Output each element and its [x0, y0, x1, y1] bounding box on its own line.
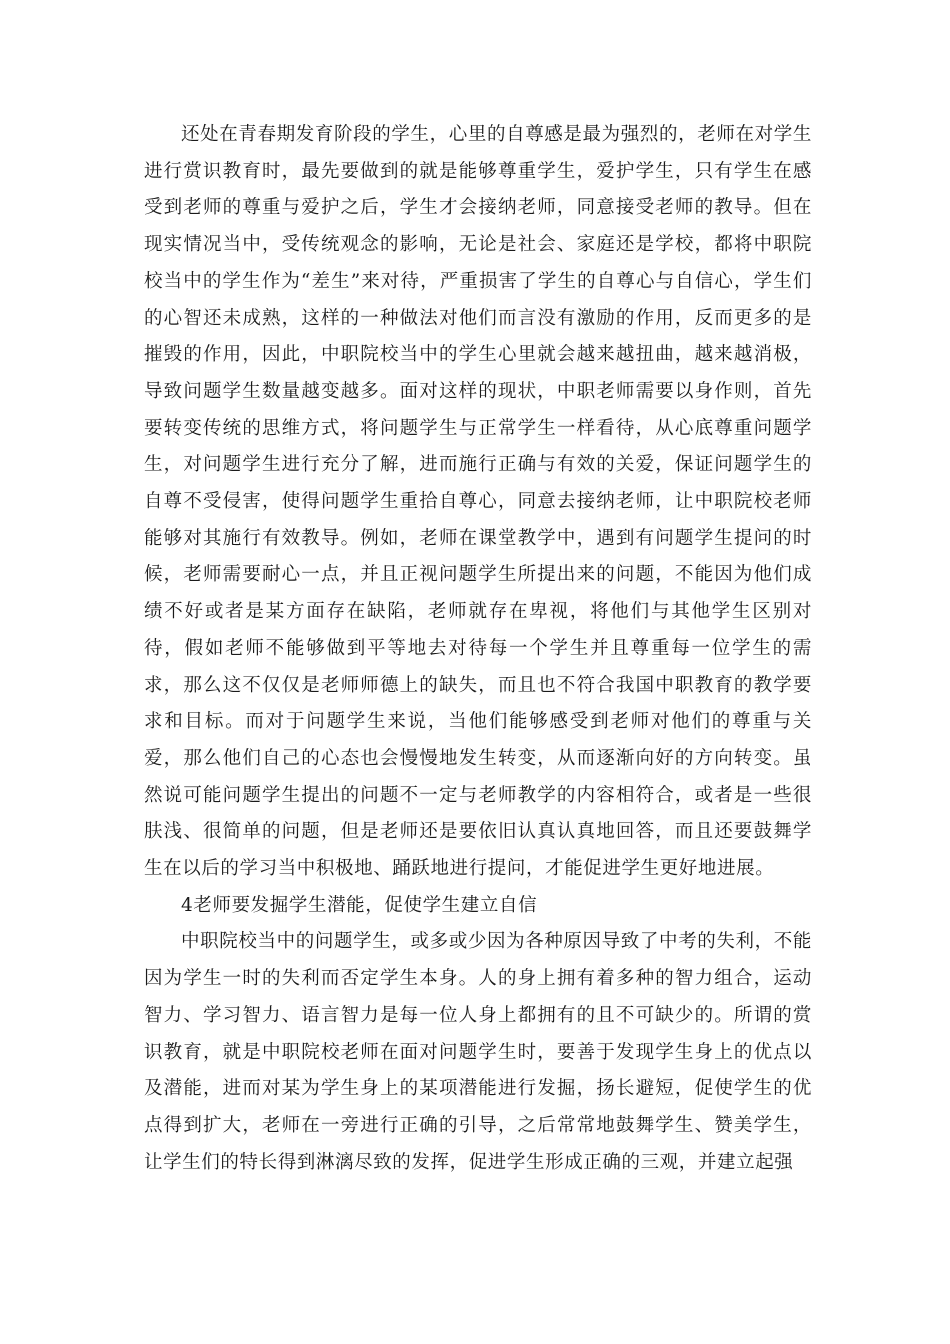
document-body	[144, 117, 812, 1181]
body-paragraph-potential: 中职院校当中的问题学生，或多或少因为各种原因导致了中考的失利，不能因为学生一时的失利而否定学生本身。人的身上拥有着多种的智力组合，运动智力、学习智力、语言智力是每一位人身上都拥有的且不可缺少的。所谓的赏识教育，就是中职院校老师在面对问题学生时，要善于发现学生身上的优点以及潜能，进而对某为学生身上的某项潜能进行发掘，扬长避短，促使学生的优点得到扩大，老师在一旁进行正确的引导，之后常常地鼓舞学生、赞美学生，让学生们的特长得到淋漓尽致的发挥，促进学生形成正确的三观，并建立起强	[144, 931, 812, 1173]
body-paragraph-respect: 还处在青春期发育阶段的学生，心里的自尊感是最为强烈的，老师在对学生进行赏识教育时，最先要做到的就是能够尊重学生，爱护学生，只有学生在感受到老师的尊重与爱护之后，学生才会接纳老师，同意接受老师的教导。但在现实情况当中，受传统观念的影响，无论是社会、家庭还是学校，都将中职院校当中的学生作为“差生”来对待，严重损害了学生的自尊心与自信心，学生们的心智还未成熟，这样的一种做法对他们而言没有激励的作用，反而更多的是摧毁的作用，因此，中职院校当中的学生心里就会越来越扭曲，越来越消极，导致问题学生数量越变越多。面对这样的现状，中职老师需要以身作则，首先要转变传统的思维方式，将问题学生与正常学生一样看待，从心底尊重问题学生，对问题学生进行充分了解，进而施行正确与有效的关爱，保证问题学生的自尊不受侵害，使得问题学生重拾自尊心，同意去接纳老师，让中职院校老师能够对其施行有效教导。例如，老师在课堂教学中，遇到有问题学生提问的时候，老师需要耐心一点，并且正视问题学生所提出来的问题，不能因为他们成绩不好或者是某方面存在缺陷，老师就存在卑视，将他们与其他学生区别对待，假如老师不能够做到平等地去对待每一个学生并且尊重每一位学生的需求，那么这不仅仅是老师师德上的缺失，而且也不符合我国中职教育的教学要求和目标。而对于问题学生来说，当他们能够感受到老师对他们的尊重与关爱，那么他们自己的心态也会慢慢地发生转变，从而逐渐向好的方向转变。虽然说可能问题学生提出的问题不一定与老师教学的内容相符合，或者是一些很肤浅、很简单的问题，但是老师还是要依旧认真认真地回答，而且还要鼓舞学生在以后的学习当中积极地、踊跃地进行提问，才能促进学生更好地进展。	[144, 124, 812, 880]
section-heading: 4老师要发掘学生潜能，促使学生建立自信	[181, 894, 538, 916]
